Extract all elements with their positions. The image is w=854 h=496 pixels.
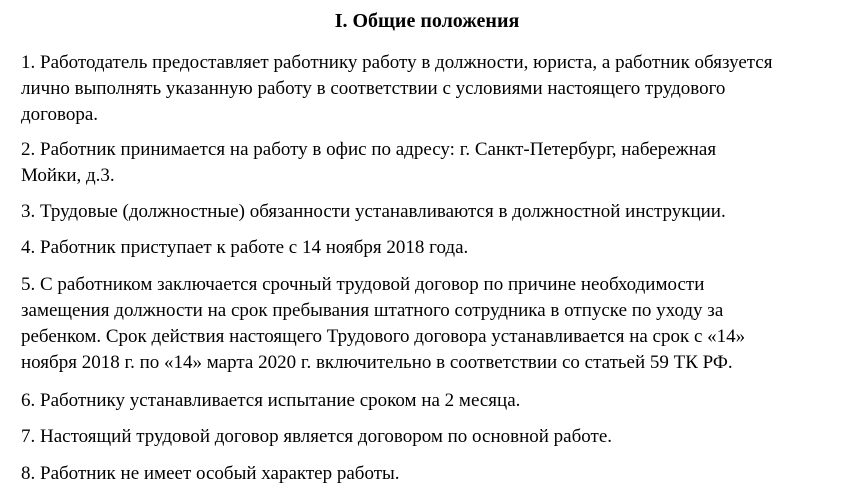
section-heading: I. Общие положения (334, 10, 520, 32)
paragraph-line: Мойки, д.3. (21, 165, 115, 186)
paragraph-line: 2. Работник принимается на работу в офис по адресу: г. Санкт-Петербург, набережная (21, 139, 717, 160)
paragraph-5 (21, 272, 745, 376)
paragraph-4 (21, 235, 468, 261)
paragraph-line: ноября 2018 г. по «14» марта 2020 г. включительно в соответствии со статьей 59 ТК РФ. (21, 352, 733, 373)
paragraph-1 (21, 50, 772, 128)
paragraph-line: 4. Работник приступает к работе с 14 ноября 2018 года. (21, 237, 469, 258)
paragraph-line: 6. Работнику устанавливается испытание сроком на 2 месяца. (21, 390, 521, 411)
paragraph-line: договора. (21, 104, 99, 125)
paragraph-line: 8. Работник не имеет особый характер работы. (21, 463, 400, 484)
paragraph-line: замещения должности на срок пребывания штатного сотрудника в отпуске по уходу за (21, 300, 724, 321)
paragraph-7 (21, 424, 612, 450)
paragraph-line: ребенком. Срок действия настоящего Трудового договора устанавливается на срок с «14» (21, 326, 746, 347)
paragraph-2 (21, 137, 716, 189)
paragraph-line: 7. Настоящий трудовой договор является договором по основной работе. (21, 426, 613, 447)
paragraph-8 (21, 461, 400, 487)
paragraph-line: 1. Работодатель предоставляет работнику работу в должности, юриста, а работник обязуется (21, 52, 773, 73)
paragraph-6 (21, 388, 520, 414)
paragraph-3 (21, 199, 726, 225)
paragraph-line: 3. Трудовые (должностные) обязанности устанавливаются в должностной инструкции. (21, 201, 726, 222)
paragraph-line: 5. С работником заключается срочный трудовой договор по причине необходимости (21, 274, 705, 295)
paragraph-line: лично выполнять указанную работу в соответствии с условиями настоящего трудового (21, 78, 726, 99)
